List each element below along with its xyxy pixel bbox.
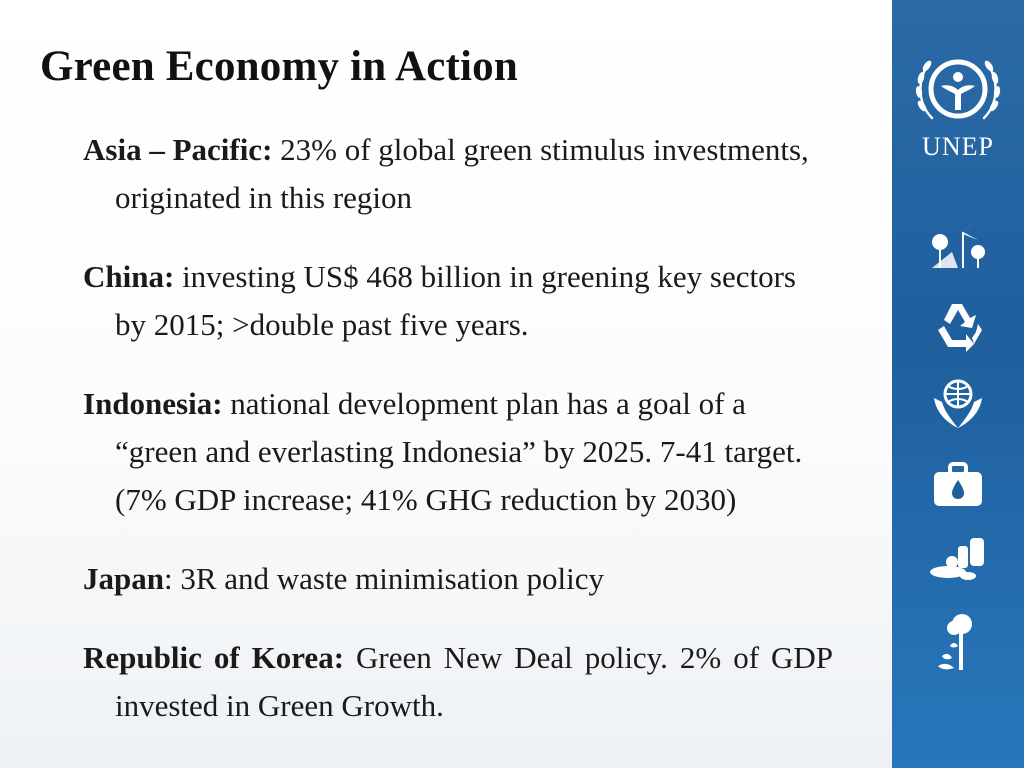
wind-turbine-trees-icon bbox=[928, 212, 988, 272]
bullet-list bbox=[83, 126, 833, 737]
bullet-item-japan bbox=[83, 555, 833, 603]
bullet-item-asia-pacific bbox=[83, 126, 833, 222]
bullet-lead: China: bbox=[83, 259, 175, 294]
logo-text: UNEP bbox=[922, 132, 994, 161]
brand-sidebar bbox=[892, 0, 1024, 768]
unep-logo bbox=[910, 46, 1006, 166]
unep-emblem-icon bbox=[910, 46, 1006, 132]
bullet-text: national development plan has a goal of a “green and everlasting Indonesia” by 2025. 7-41 target. (7% GDP increase; 41% GHG reduction by 2030) bbox=[115, 386, 803, 517]
bullet-item-indonesia bbox=[83, 380, 833, 524]
slide-title: Green Economy in Action bbox=[40, 43, 518, 90]
water-case-icon bbox=[928, 456, 988, 516]
bullet-lead: Japan bbox=[83, 561, 164, 596]
bullet-item-china bbox=[83, 253, 833, 349]
bullet-lead: Republic of Korea: bbox=[83, 640, 345, 675]
bullet-text: investing US$ 468 billion in greening key sectors by 2015; >double past five years. bbox=[115, 259, 796, 342]
tree-icon bbox=[928, 612, 988, 672]
bullet-text: : 3R and waste minimisation policy bbox=[163, 561, 604, 596]
bullet-text: Green New Deal policy. 2% of GDP invested in Green Growth. bbox=[115, 640, 834, 723]
bullet-lead: Indonesia: bbox=[83, 386, 223, 421]
recycle-icon bbox=[928, 296, 988, 356]
bullet-item-korea bbox=[83, 634, 833, 730]
globe-hands-icon bbox=[928, 374, 988, 434]
eco-product-icon bbox=[928, 534, 988, 594]
bullet-text: 23% of global green stimulus investments, originated in this region bbox=[115, 132, 809, 215]
bullet-lead: Asia – Pacific: bbox=[83, 132, 273, 167]
